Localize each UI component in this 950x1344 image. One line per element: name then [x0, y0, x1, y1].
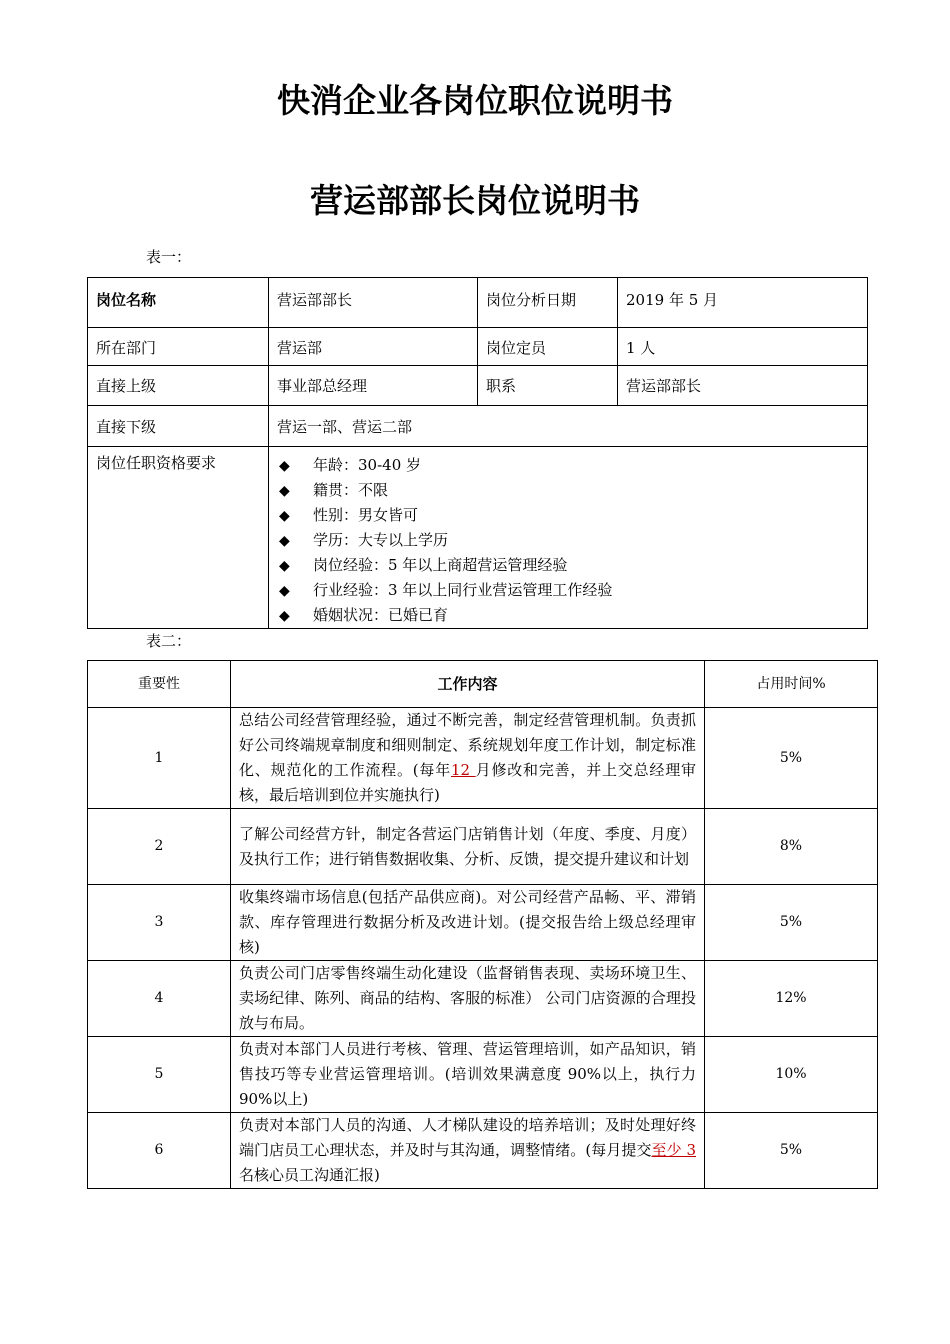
cell-value-headcount: 1 人 [618, 328, 868, 366]
cell-value-superior: 事业部总经理 [269, 366, 478, 406]
cell-label-job-family: 职系 [478, 366, 618, 406]
cell-value-department: 营运部 [269, 328, 478, 366]
list-item: ◆ 年龄：30-40 岁 [277, 453, 859, 478]
header-importance: 重要性 [88, 661, 231, 708]
cell-time: 5% [705, 1113, 878, 1189]
list-item: ◆ 学历：大专以上学历 [277, 528, 859, 553]
cell-label-job-name: 岗位名称 [88, 278, 269, 328]
requirements-list [277, 453, 859, 628]
table2-label: 表二： [146, 632, 192, 650]
list-item: ◆ 行业经验：3 年以上同行业营运管理工作经验 [277, 578, 859, 603]
diamond-bullet-icon: ◆ [279, 558, 290, 574]
cell-time: 12% [705, 961, 878, 1037]
cell-value-job-name: 营运部部长 [269, 278, 478, 328]
cell-label-analysis-date: 岗位分析日期 [478, 278, 618, 328]
list-item: ◆ 籍贯：不限 [277, 478, 859, 503]
table-row [88, 406, 868, 447]
table-row [88, 1113, 878, 1189]
table-row [88, 885, 878, 961]
highlighted-text: 至少 3 [651, 1141, 697, 1159]
cell-content: 负责对本部门人员的沟通、人才梯队建设的培养培训；及时处理好终端门店员工心理状态，并及时与其沟通，调整情绪。(每月提交至少 3 名核心员工沟通汇报) [231, 1113, 705, 1189]
table-row [88, 447, 868, 629]
cell-value-requirements [269, 447, 868, 629]
table-row [88, 328, 868, 366]
cell-rank: 3 [88, 885, 231, 961]
cell-time: 5% [705, 708, 878, 809]
diamond-bullet-icon: ◆ [279, 608, 290, 624]
job-info-table [87, 277, 868, 629]
cell-time: 10% [705, 1037, 878, 1113]
table-header-row [88, 661, 878, 708]
cell-time: 5% [705, 885, 878, 961]
cell-label-subordinates: 直接下级 [88, 406, 269, 447]
diamond-bullet-icon: ◆ [279, 458, 290, 474]
list-item: ◆ 婚姻状况：已婚已育 [277, 603, 859, 628]
diamond-bullet-icon: ◆ [279, 533, 290, 549]
highlighted-text: 12 [451, 761, 476, 779]
cell-rank: 6 [88, 1113, 231, 1189]
header-content: 工作内容 [231, 661, 705, 708]
cell-value-subordinates: 营运一部、营运二部 [269, 406, 868, 447]
list-item: ◆ 性别：男女皆可 [277, 503, 859, 528]
table-row [88, 278, 868, 328]
cell-value-analysis-date: 2019 年 5 月 [618, 278, 868, 328]
cell-rank: 4 [88, 961, 231, 1037]
cell-content: 了解公司经营方针，制定各营运门店销售计划（年度、季度、月度）及执行工作；进行销售数据收集、分析、反馈，提交提升建议和计划 [231, 809, 705, 885]
cell-rank: 2 [88, 809, 231, 885]
diamond-bullet-icon: ◆ [279, 583, 290, 599]
cell-label-requirements: 岗位任职资格要求 [88, 447, 269, 629]
table-row [88, 366, 868, 406]
table1-label: 表一： [146, 248, 192, 266]
cell-value-job-family: 营运部部长 [618, 366, 868, 406]
diamond-bullet-icon: ◆ [279, 483, 290, 499]
cell-content: 负责对本部门人员进行考核、管理、营运管理培训，如产品知识，销售技巧等专业营运管理培训。(培训效果满意度 90%以上，执行力 90%以上) [231, 1037, 705, 1113]
table-row [88, 708, 878, 809]
cell-rank: 1 [88, 708, 231, 809]
job-duties-table [87, 660, 878, 1189]
table-row [88, 1037, 878, 1113]
diamond-bullet-icon: ◆ [279, 508, 290, 524]
job-title: 营运部部长岗位说明书 [310, 181, 640, 220]
list-item: ◆ 岗位经验：5 年以上商超营运管理经验 [277, 553, 859, 578]
cell-label-superior: 直接上级 [88, 366, 269, 406]
cell-content: 总结公司经营管理经验，通过不断完善，制定经营管理机制。负责抓好公司终端规章制度和细则制定、系统规划年度工作计划，制定标准化、规范化的工作流程。(每年12 月修改和完善，并上交总经理审核，最后培训到位并实施执行) [231, 708, 705, 809]
table-row [88, 809, 878, 885]
header-time: 占用时间% [705, 661, 878, 708]
cell-content: 负责公司门店零售终端生动化建设（监督销售表现、卖场环境卫生、卖场纪律、陈列、商品的结构、客服的标准） 公司门店资源的合理投放与布局。 [231, 961, 705, 1037]
cell-content: 收集终端市场信息(包括产品供应商)。对公司经营产品畅、平、滞销款、库存管理进行数据分析及改进计划。(提交报告给上级总经理审核) [231, 885, 705, 961]
document-title: 快消企业各岗位职位说明书 [277, 81, 673, 120]
table-row [88, 961, 878, 1037]
cell-label-headcount: 岗位定员 [478, 328, 618, 366]
cell-time: 8% [705, 809, 878, 885]
cell-rank: 5 [88, 1037, 231, 1113]
cell-label-department: 所在部门 [88, 328, 269, 366]
